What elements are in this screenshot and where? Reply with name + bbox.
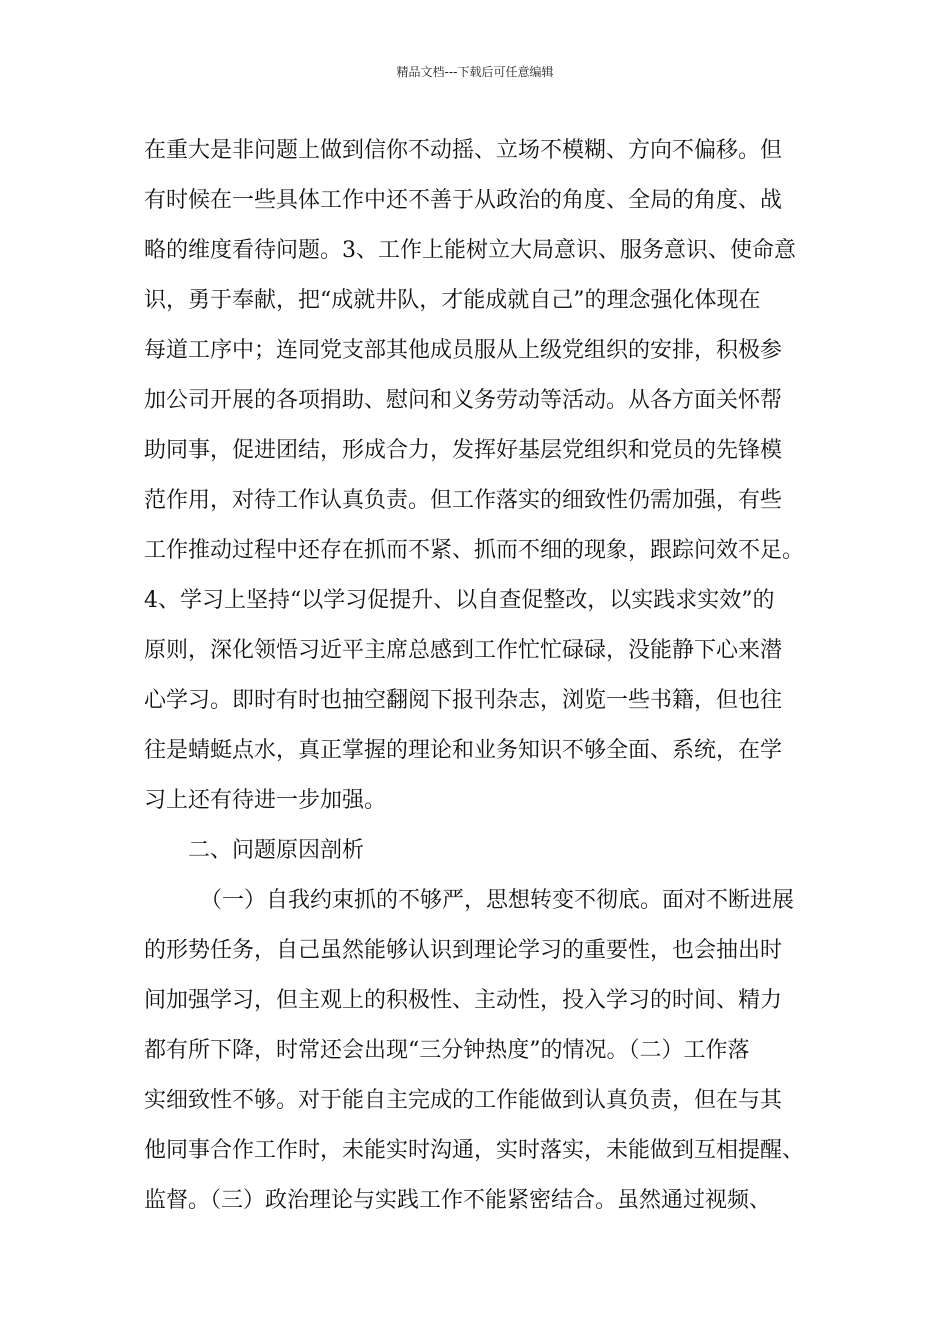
text-line: 的形势任务，自己虽然能够认识到理论学习的重要性，也会抽出时 — [144, 938, 783, 963]
text-line: 略的维度看待问题。3、工作上能树立大局意识、服务意识、使命意 — [144, 238, 796, 263]
text-line: 原则，深化领悟习近平主席总感到工作忙忙碌碌，没能静下心来潜 — [144, 638, 783, 663]
text-line: 心学习。即时有时也抽空翻阅下报刊杂志，浏览一些书籍，但也往 — [144, 688, 783, 713]
document-body — [144, 126, 808, 1226]
page-header: 精品文档---下载后可任意编辑 — [396, 65, 554, 79]
text-line: 范作用，对待工作认真负责。但工作落实的细致性仍需加强，有些 — [144, 488, 783, 513]
text-line: 加公司开展的各项捐助、慰问和义务劳动等活动。从各方面关怀帮 — [144, 388, 783, 413]
text-line: 往是蜻蜓点水，真正掌握的理论和业务知识不够全面、系统，在学 — [144, 738, 783, 763]
text-line: 助同事，促进团结，形成合力，发挥好基层党组织和党员的先锋模 — [144, 438, 783, 463]
text-line: 都有所下降，时常还会出现“三分钟热度”的情况。（二）工作落 — [144, 1038, 750, 1063]
text-line: 有时候在一些具体工作中还不善于从政治的角度、全局的角度、战 — [144, 188, 783, 213]
text-line: 间加强学习，但主观上的积极性、主动性，投入学习的时间、精力 — [144, 988, 783, 1013]
text-line: 每道工序中；连同党支部其他成员服从上级党组织的安排，积极参 — [144, 338, 783, 363]
text-line: 4、学习上坚持“以学习促提升、以自查促整改，以实践求实效”的 — [144, 588, 775, 613]
text-line: （一）自我约束抓的不够严，思想转变不彻底。面对不断进展 — [200, 888, 795, 913]
text-line: 实细致性不够。对于能自主完成的工作能做到认真负责，但在与其 — [144, 1088, 783, 1113]
text-line: 识，勇于奉献，把“成就井队，才能成就自己”的理念强化体现在 — [144, 288, 761, 313]
section-heading: 二、问题原因剖析 — [188, 838, 365, 863]
text-line: 他同事合作工作时，未能实时沟通，实时落实，未能做到互相提醒、 — [144, 1138, 805, 1163]
text-line: 在重大是非问题上做到信你不动摇、立场不模糊、方向不偏移。但 — [144, 138, 783, 163]
text-line: 监督。（三）政治理论与实践工作不能紧密结合。虽然通过视频、 — [144, 1188, 772, 1213]
text-line: 习上还有待进一步加强。 — [144, 788, 387, 813]
text-line: 工作推动过程中还存在抓而不紧、抓而不细的现象，跟踪问效不足。 — [144, 538, 805, 563]
